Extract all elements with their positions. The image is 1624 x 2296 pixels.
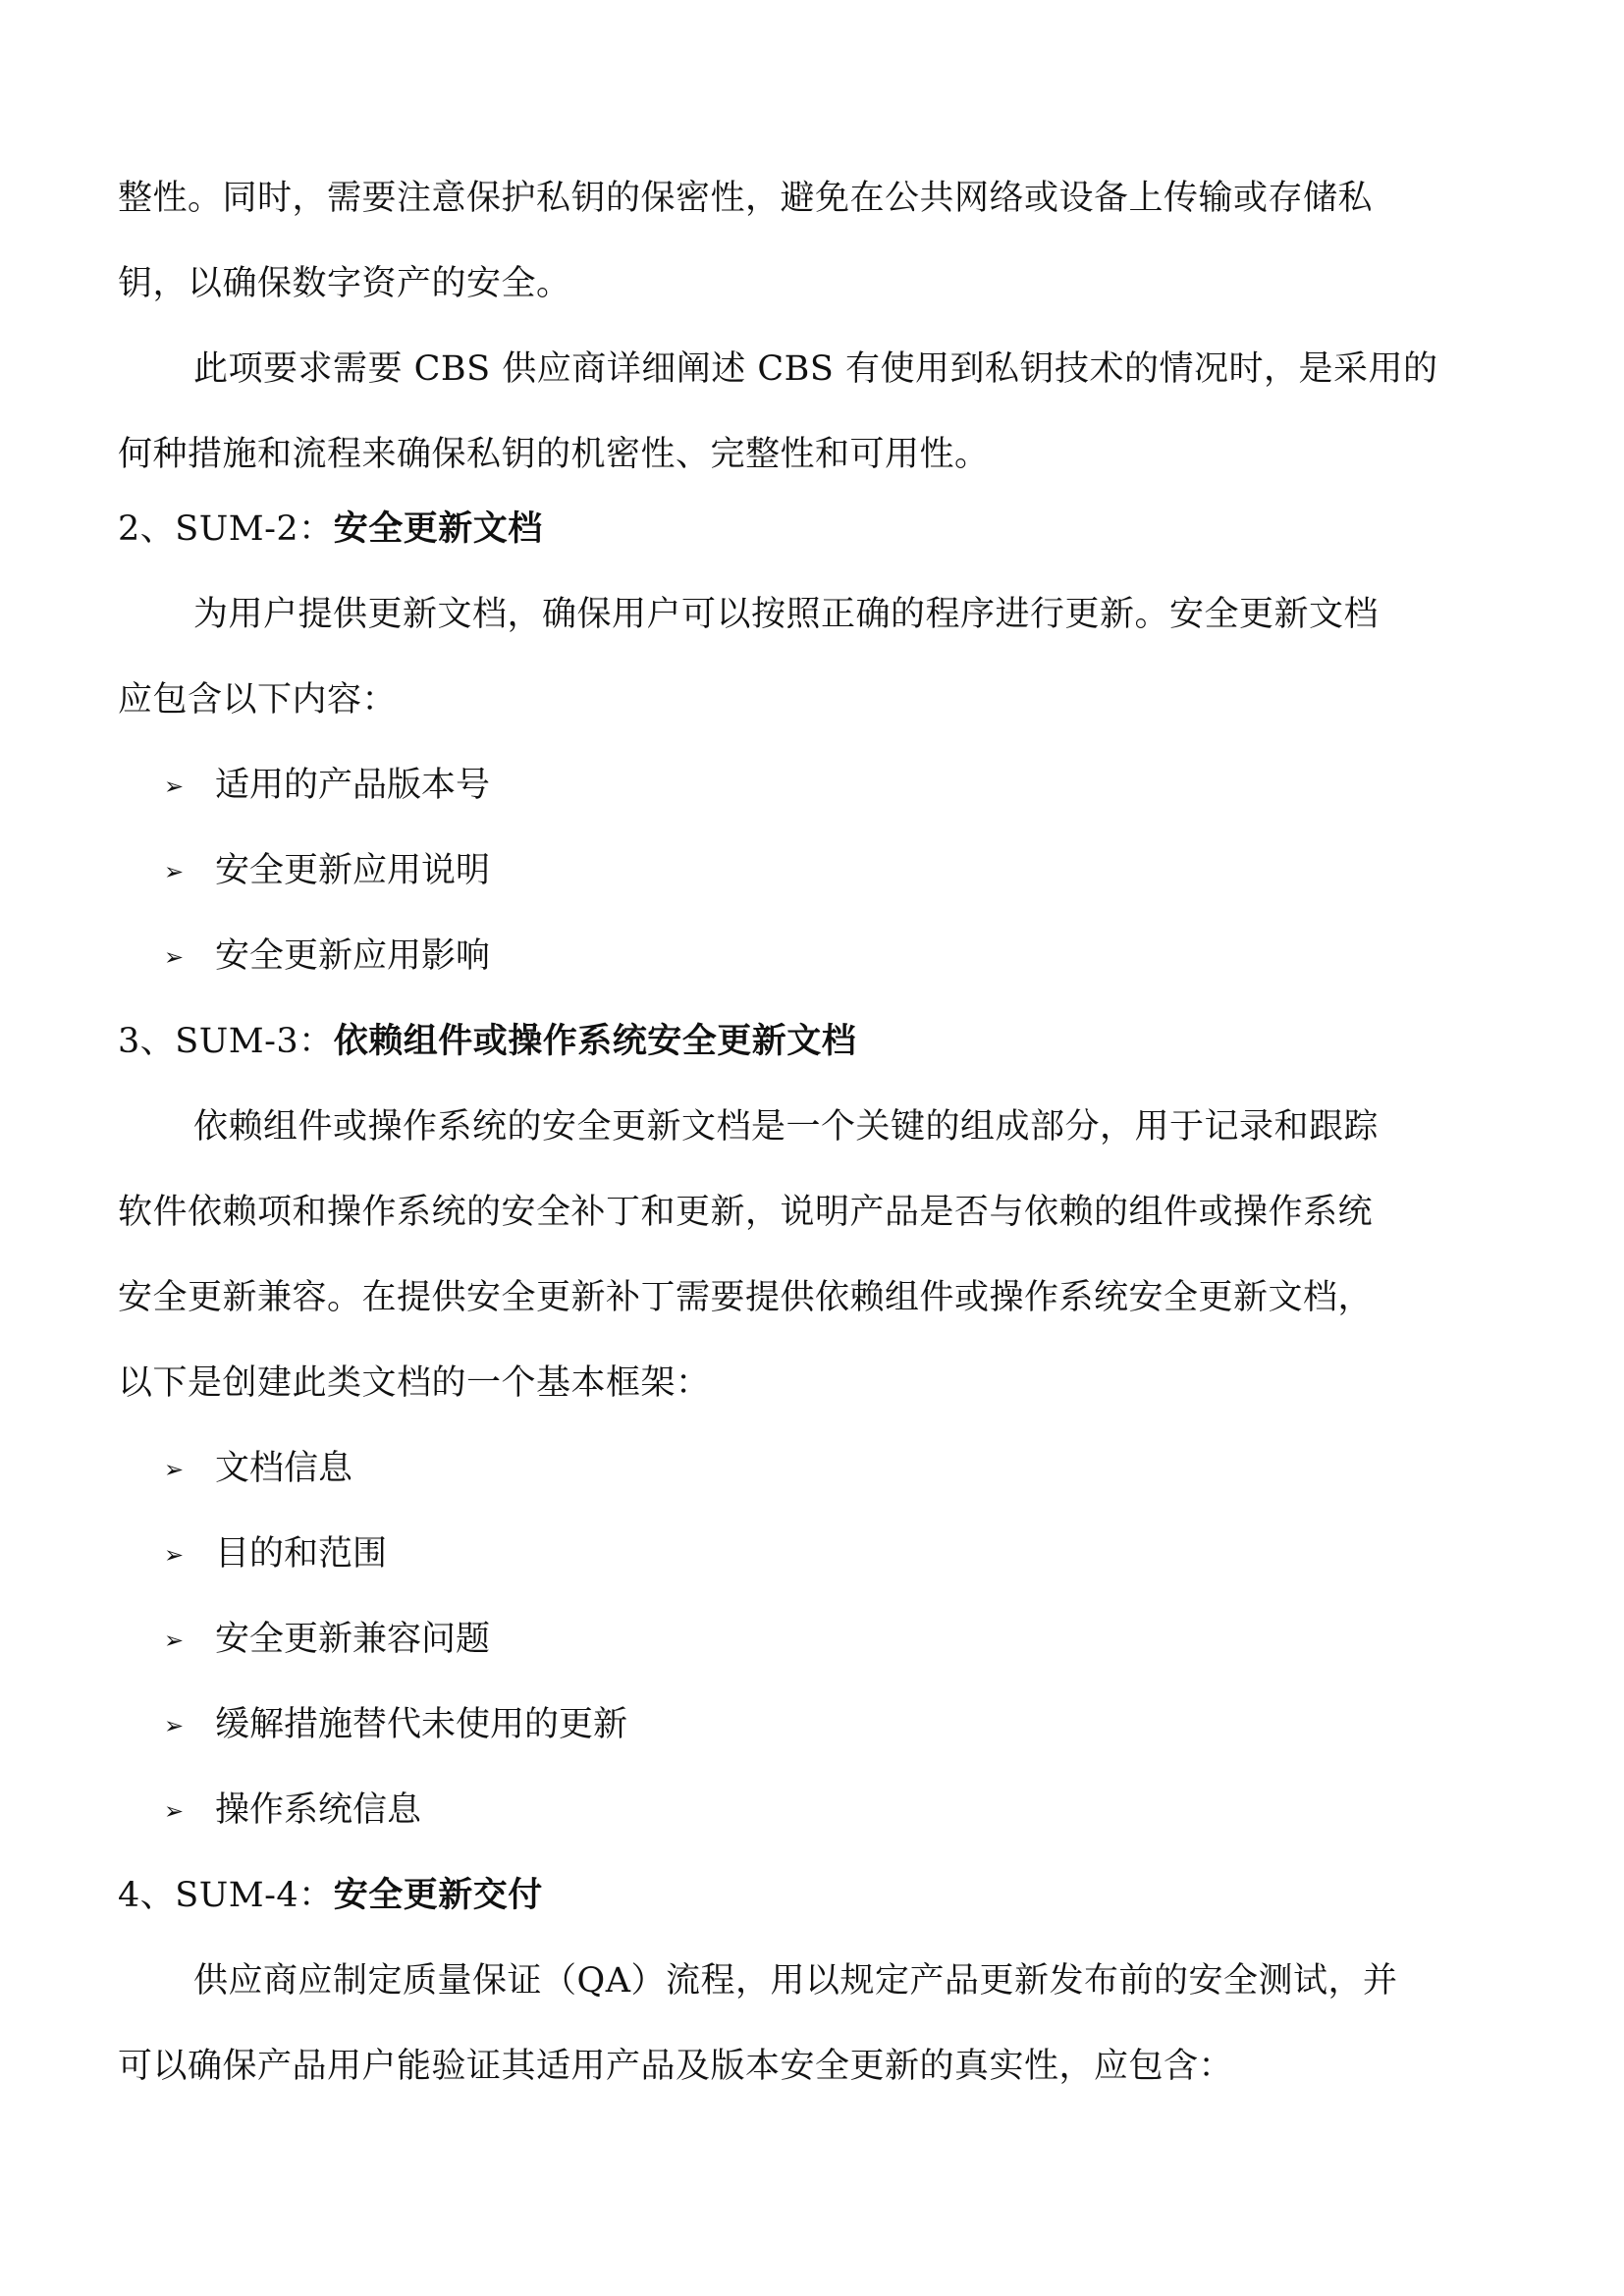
list-item <box>164 847 490 895</box>
arrow-bullet-icon: ➢ <box>164 943 185 971</box>
list-item <box>164 1616 490 1664</box>
arrow-bullet-icon: ➢ <box>164 1541 185 1569</box>
list-item-text: 目的和范围 <box>215 1534 388 1574</box>
heading-number: 2、SUM-2： <box>118 509 334 549</box>
list-item-text: 安全更新兼容问题 <box>215 1620 491 1659</box>
arrow-bullet-icon: ➢ <box>164 773 185 800</box>
paragraph-line: 软件依赖项和操作系统的安全补丁和更新，说明产品是否与依赖的组件或操作系统 <box>118 1193 1374 1232</box>
paragraph-line: 以下是创建此类文档的一个基本框架： <box>118 1363 711 1403</box>
arrow-bullet-icon: ➢ <box>164 1456 185 1483</box>
list-item <box>164 762 490 810</box>
paragraph-line: 此项要求需要 CBS 供应商详细阐述 CBS 有使用到私钥技术的情况时，是采用的 <box>193 349 1438 389</box>
section-heading-sum-3 <box>118 1018 856 1065</box>
list-item-text: 安全更新应用说明 <box>215 851 491 890</box>
arrow-bullet-icon: ➢ <box>164 858 185 885</box>
paragraph-line: 应包含以下内容： <box>118 680 398 720</box>
list-item-text: 缓解措施替代未使用的更新 <box>215 1705 628 1744</box>
paragraph-line: 为用户提供更新文档，确保用户可以按照正确的程序进行更新。安全更新文档 <box>193 595 1380 634</box>
list-item <box>164 1445 352 1493</box>
arrow-bullet-icon: ➢ <box>164 1627 185 1654</box>
arrow-bullet-icon: ➢ <box>164 1797 185 1825</box>
paragraph-line: 整性。同时，需要注意保护私钥的保密性，避免在公共网络或设备上传输或存储私 <box>118 179 1374 218</box>
heading-number: 3、SUM-3： <box>118 1022 334 1061</box>
list-item <box>164 1787 421 1835</box>
section-heading-sum-2 <box>118 506 543 553</box>
paragraph-line: 可以确保产品用户能验证其适用产品及版本安全更新的真实性，应包含： <box>118 2047 1234 2086</box>
list-item <box>164 933 490 981</box>
list-item-text: 适用的产品版本号 <box>215 766 491 805</box>
heading-number: 4、SUM-4： <box>118 1876 334 1915</box>
heading-text: 安全更新文档 <box>333 508 543 549</box>
list-item <box>164 1701 627 1749</box>
paragraph-line: 依赖组件或操作系统的安全更新文档是一个关键的组成部分，用于记录和跟踪 <box>193 1107 1380 1147</box>
paragraph-line: 供应商应制定质量保证（QA）流程，用以规定产品更新发布前的安全测试，并 <box>193 1961 1398 2001</box>
paragraph-line: 何种措施和流程来确保私钥的机密性、完整性和可用性。 <box>118 435 990 474</box>
list-item <box>164 1530 387 1578</box>
list-item-text: 安全更新应用影响 <box>215 936 491 976</box>
list-item-text: 操作系统信息 <box>215 1790 422 1830</box>
paragraph-line: 安全更新兼容。在提供安全更新补丁需要提供依赖组件或操作系统安全更新文档， <box>118 1278 1374 1317</box>
paragraph-line: 钥，以确保数字资产的安全。 <box>118 264 571 303</box>
arrow-bullet-icon: ➢ <box>164 1712 185 1739</box>
heading-text: 安全更新交付 <box>333 1875 543 1915</box>
heading-text: 依赖组件或操作系统安全更新文档 <box>333 1021 857 1061</box>
section-heading-sum-4 <box>118 1872 543 1919</box>
list-item-text: 文档信息 <box>215 1449 353 1488</box>
